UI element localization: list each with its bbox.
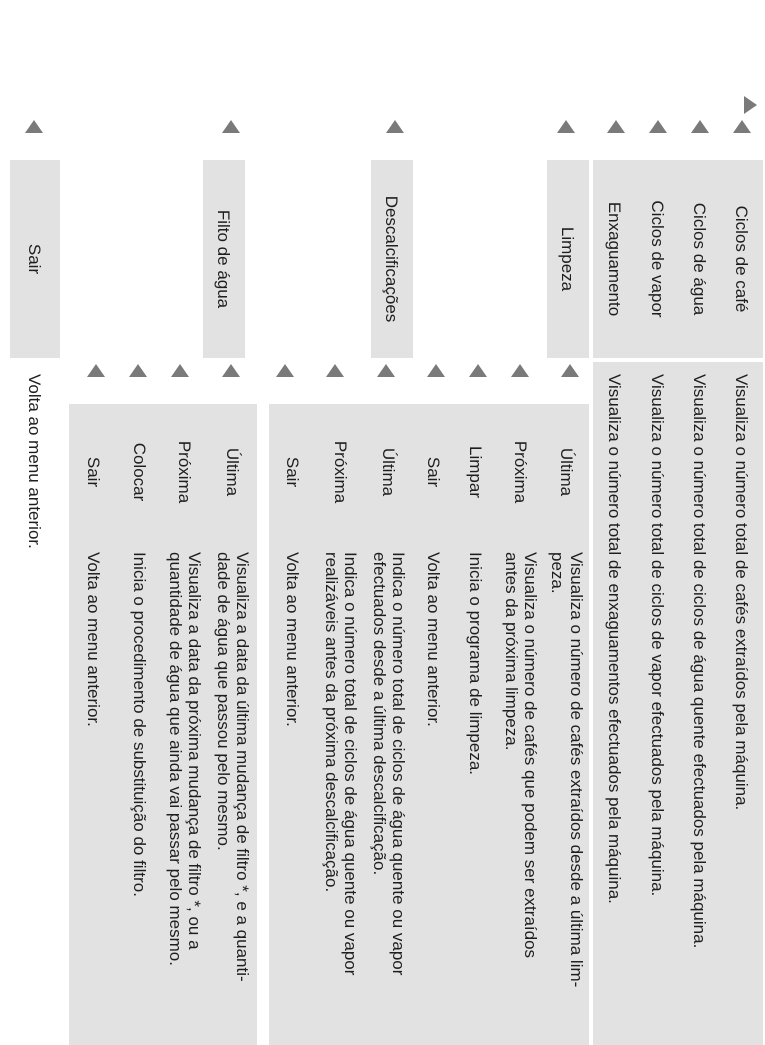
arrow-icon: [561, 364, 579, 377]
arrow-icon: [87, 364, 105, 377]
descal-label-ultima: Última: [365, 404, 413, 540]
filtro-desc-colocar: Inicia o procedimento de substituição do filtro.: [119, 540, 161, 1045]
menu-desc-ciclos-agua: Visualiza o número total de ciclos de água quente efectuados pela máquina.: [679, 362, 721, 1045]
menu-label-ciclos-vapor: Ciclos de vapor: [637, 160, 679, 358]
limpeza-desc-ultima-line1: Visualiza o número de cafés extraídos desde a última lim-: [567, 552, 586, 988]
filtro-label-sair: Sair: [69, 404, 119, 540]
arrow-icon: [427, 364, 445, 377]
menu-label-descalcificacoes: Descalcificações: [371, 160, 413, 358]
menu-desc-enxaguamento: Visualiza o número total de enxaguamentos efectuados pela máquina.: [593, 362, 637, 1045]
menu-label-filtro-agua: Filto de água: [203, 160, 245, 358]
menu-label-ciclos-agua: Ciclos de água: [679, 160, 721, 358]
descal-desc-proxima-line1: Indica o número total de ciclos de água quente ou vapor: [341, 552, 360, 976]
limpeza-desc-proxima: [497, 540, 545, 1045]
limpeza-desc-sair: Volta ao menu anterior.: [413, 540, 455, 1045]
arrow-icon: [129, 364, 147, 377]
filtro-desc-proxima-line1: Visualiza a data da próxima mudança de filtro *, ou a: [185, 552, 204, 950]
filtro-desc-proxima-line2: quantidade de água que ainda vai passar pelo mesmo.: [166, 552, 185, 966]
limpeza-desc-ultima: [545, 540, 589, 1045]
filtro-desc-ultima: [209, 540, 257, 1045]
arrow-icon: [469, 364, 487, 377]
limpeza-desc-proxima-line2: antes da próxima limpeza.: [502, 552, 521, 751]
limpeza-desc-proxima-line1: Visualiza o número de cafés que podem ser extraídos: [521, 552, 540, 959]
arrow-icon: [733, 120, 751, 133]
descal-desc-proxima: [317, 540, 365, 1045]
arrow-icon: [377, 364, 395, 377]
arrow-icon: [326, 364, 344, 377]
arrow-icon: [557, 120, 575, 133]
arrow-icon: [171, 364, 189, 377]
arrow-icon: [607, 120, 625, 133]
menu-desc-ciclos-cafe: Visualiza o número total de cafés extraídos pela máquina.: [721, 362, 763, 1045]
arrow-up-icon: [744, 96, 757, 114]
descal-desc-sair: Volta ao menu anterior.: [269, 540, 317, 1045]
descal-label-sair: Sair: [269, 404, 317, 540]
descal-desc-ultima: [365, 540, 413, 1045]
filtro-desc-ultima-line2: dade de água que passou pelo mesmo.: [214, 552, 233, 851]
filtro-label-ultima: Última: [209, 404, 257, 540]
limpeza-desc-limpar: Inicia o programa de limpeza.: [455, 540, 497, 1045]
limpeza-desc-ultima-line2: peza.: [548, 552, 567, 594]
arrow-icon: [511, 364, 529, 377]
limpeza-label-proxima: Próxima: [497, 404, 545, 540]
menu-label-enxaguamento: Enxaguamento: [593, 160, 637, 358]
descal-desc-ultima-line2: efectuados desde a última descalcificação.: [370, 552, 389, 876]
arrow-icon: [25, 120, 43, 133]
menu-label-sair: Sair: [10, 160, 60, 358]
arrow-icon: [222, 364, 240, 377]
menu-label-limpeza: Limpeza: [547, 160, 589, 358]
filtro-desc-ultima-line1: Visualiza a data da última mudança de filtro *, e a quanti-: [233, 552, 252, 982]
arrow-icon: [691, 120, 709, 133]
filtro-desc-sair: Volta ao menu anterior.: [69, 540, 119, 1045]
filtro-desc-proxima: [161, 540, 209, 1045]
limpeza-label-limpar: Limpar: [455, 404, 497, 540]
limpeza-label-ultima: Última: [545, 404, 589, 540]
descal-desc-proxima-line2: realizáveis antes da próxima descalcificação.: [322, 552, 341, 893]
menu-desc-ciclos-vapor: Visualiza o número total de ciclos de vapor efectuados pela máquina.: [637, 362, 679, 1045]
descal-desc-ultima-line1: Indica o número total de ciclos de água quente ou vapor: [389, 552, 408, 976]
arrow-icon: [276, 364, 294, 377]
arrow-icon: [222, 120, 240, 133]
filtro-label-proxima: Próxima: [161, 404, 209, 540]
arrow-icon: [386, 120, 404, 133]
filtro-label-colocar: Colocar: [119, 404, 161, 540]
arrow-icon: [649, 120, 667, 133]
menu-desc-sair: Volta ao menu anterior.: [25, 374, 45, 549]
menu-label-ciclos-cafe: Ciclos de café: [721, 160, 763, 358]
descal-label-proxima: Próxima: [317, 404, 365, 540]
limpeza-label-sair: Sair: [413, 404, 455, 540]
